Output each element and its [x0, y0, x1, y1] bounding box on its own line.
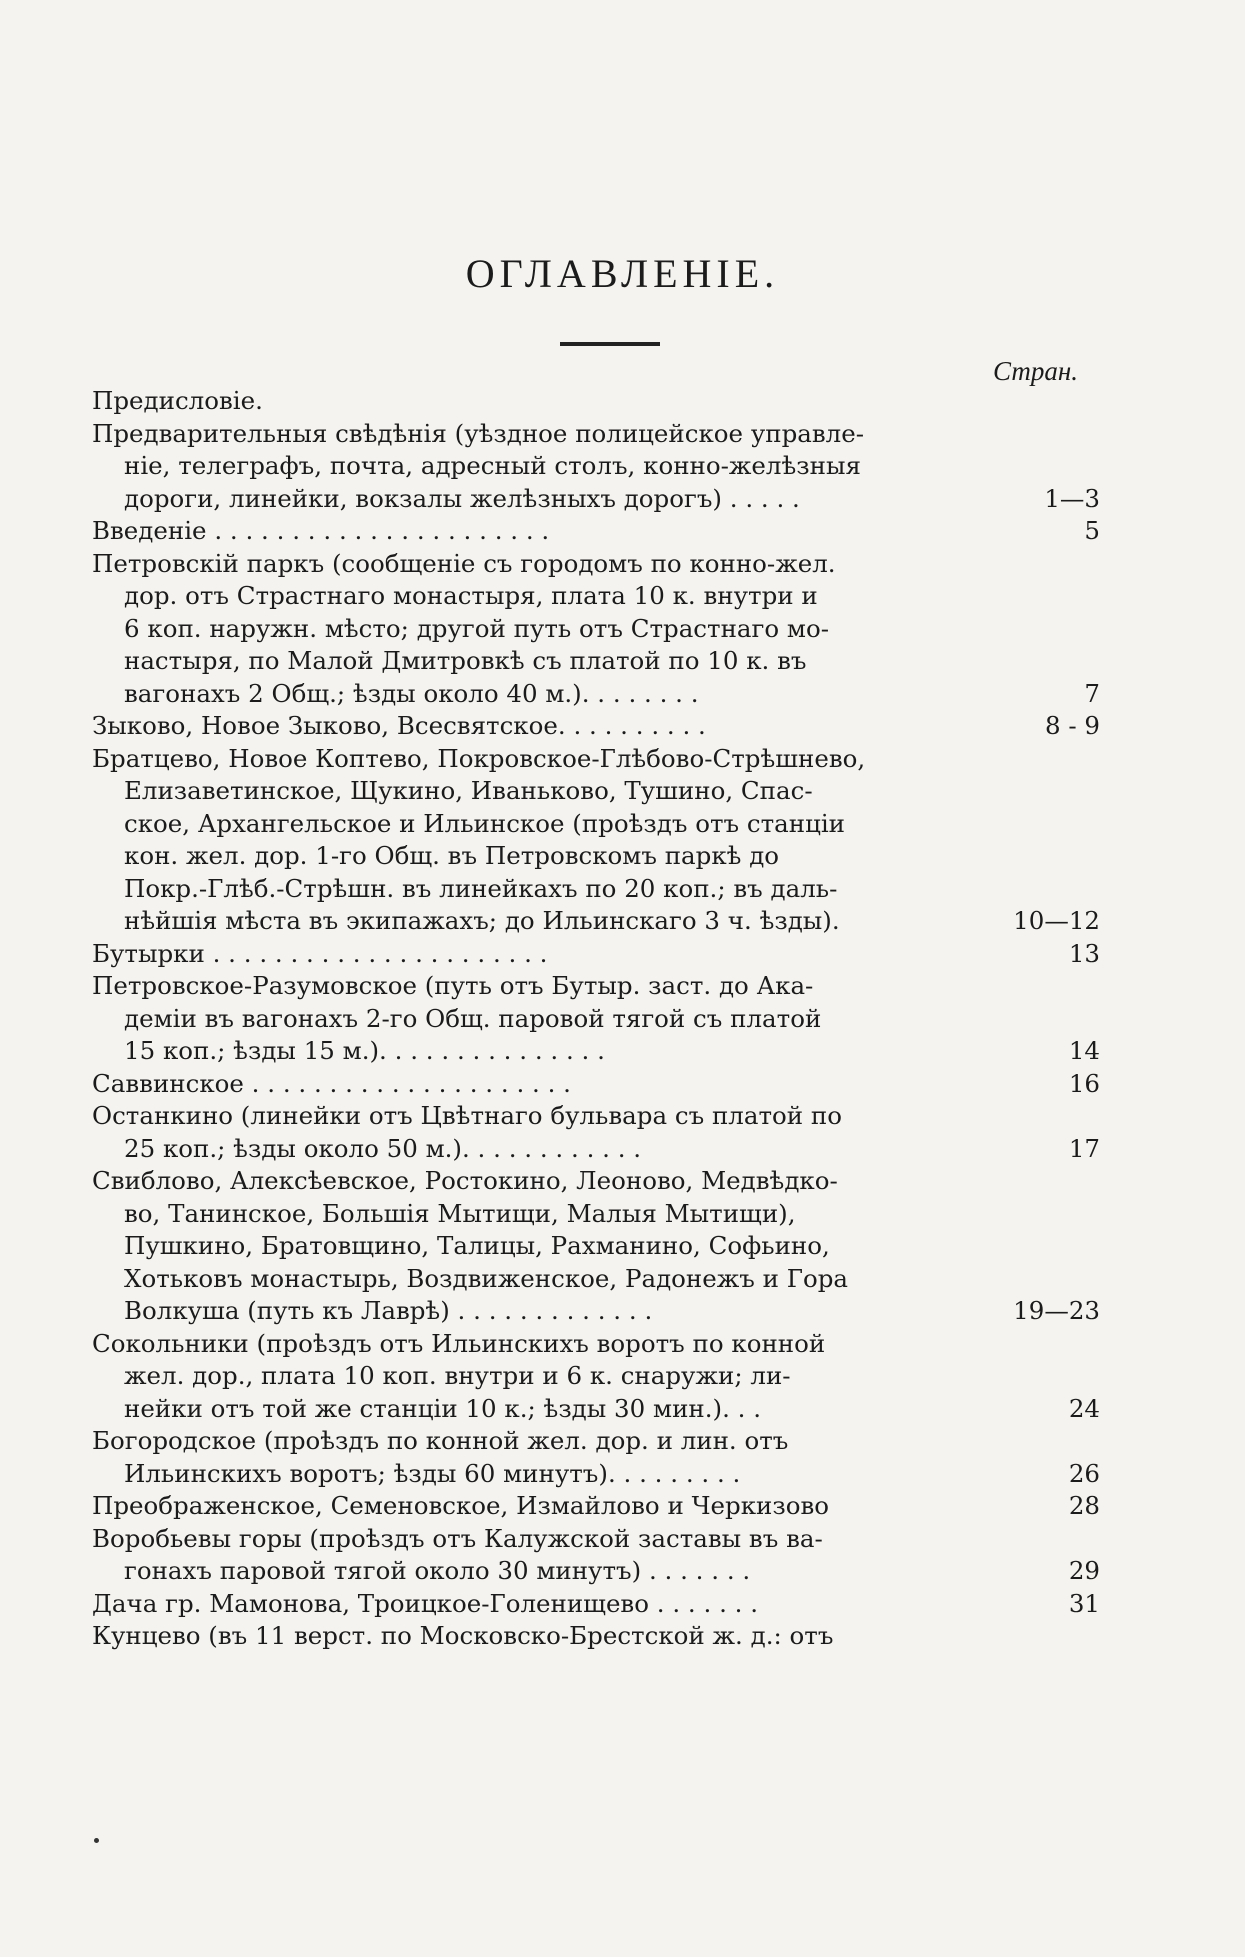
- toc-entry-line: Преображенское, Семеновское, Измайлово и Черкизово: [92, 1491, 829, 1520]
- toc-entry-line: 6 коп. наружн. мѣсто; другой путь отъ Страстнаго мо-: [124, 613, 829, 643]
- toc-entry-line: Саввинское . . . . . . . . . . . . . . . . . . . . .: [92, 1068, 571, 1098]
- toc-entry-line: Свиблово, Алексѣевское, Ростокино, Леоново, Медвѣдко-: [92, 1166, 838, 1195]
- toc-page-number: 16: [1068, 1068, 1100, 1098]
- toc-entry-line: Петровское-Разумовское (путь отъ Бутыр. заст. до Ака-: [92, 971, 814, 1000]
- toc-entry-line: Волкуша (путь къ Лаврѣ) . . . . . . . . . . . . .: [124, 1296, 653, 1325]
- toc-page-number: 24: [1068, 1393, 1100, 1423]
- toc-entry-line: Сокольники (проѣздъ отъ Ильинскихъ воротъ по конной: [92, 1328, 826, 1358]
- toc-entry-line: ское, Архангельское и Ильинское (проѣздъ отъ станціи: [124, 808, 846, 838]
- toc-entry-line: Пушкино, Братовщино, Талицы, Рахманино, Софьино,: [124, 1231, 830, 1260]
- toc-entry-line: Дача гр. Мамонова, Троицкое-Голенищево . . . . . . .: [92, 1588, 759, 1618]
- toc-entry-line: ніе, телеграфъ, почта, адресный столъ, конно-желѣзныя: [124, 451, 861, 480]
- toc-entry-line: дороги, линейки, вокзалы желѣзныхъ дорогъ) . . . . .: [124, 483, 800, 513]
- toc-entry-line: деміи въ вагонахъ 2-го Общ. паровой тягой съ платой: [124, 1003, 822, 1033]
- page-title: ОГЛАВЛЕНІЕ.: [465, 251, 780, 296]
- toc-entry-line: кон. жел. дор. 1-го Общ. въ Петровскомъ паркѣ до: [124, 841, 780, 870]
- toc-entry: [92, 1490, 1112, 1523]
- toc-entry: [92, 1588, 1112, 1621]
- toc-page-number: 7: [1084, 678, 1100, 708]
- toc-entry-line: Воробьевы горы (проѣздъ отъ Калужской заставы въ ва-: [92, 1523, 823, 1553]
- toc-entry-line: вагонахъ 2 Общ.; ѣзды около 40 м.). . . . . . . .: [124, 678, 699, 708]
- toc-page-number: 8 - 9: [1044, 711, 1100, 740]
- title-rule: [560, 342, 660, 346]
- toc-entry-line: Хотьковъ монастырь, Воздвиженское, Радонежъ и Гора: [124, 1263, 849, 1293]
- toc-entry-line: Предисловіе.: [92, 386, 263, 415]
- toc-entry-line: настыря, по Малой Дмитровкѣ съ платой по 10 к. въ: [124, 646, 807, 675]
- toc-entry-line: жел. дор., плата 10 коп. внутри и 6 к. снаружи; ли-: [124, 1361, 791, 1390]
- toc-entry-line: 25 коп.; ѣзды около 50 м.). . . . . . . . . . . .: [124, 1133, 642, 1163]
- toc-entry-line: Кунцево (въ 11 верст. по Московско-Брестской ж. д.: отъ: [92, 1621, 834, 1650]
- toc-entry-line: Ильинскихъ воротъ; ѣзды 60 минутъ). . . . . . . . .: [124, 1458, 741, 1488]
- page-column-header: Стран.: [993, 356, 1079, 386]
- toc-entry-line: Братцево, Новое Коптево, Покровское-Глѣбово-Стрѣшнево,: [92, 743, 866, 773]
- toc-entry-line: во, Танинское, Большія Мытищи, Малыя Мытищи),: [124, 1198, 796, 1228]
- toc-entry-line: Предварительныя свѣдѣнія (уѣздное полицейское управле-: [92, 418, 864, 448]
- toc-entry: [92, 1100, 1112, 1165]
- toc-entry: [92, 970, 1112, 1068]
- toc-page-number: 31: [1068, 1588, 1100, 1618]
- toc-entry-line: Богородское (проѣздъ по конной жел. дор. и лин. отъ: [92, 1426, 789, 1455]
- toc-page-number: 26: [1068, 1458, 1100, 1488]
- toc-entry: [92, 1165, 1112, 1328]
- toc-entry-line: Зыково, Новое Зыково, Всесвятское. . . . . . . . . .: [92, 711, 706, 740]
- toc-entry: [92, 1068, 1112, 1101]
- toc-entry-line: Покр.-Глѣб.-Стрѣшн. въ линейкахъ по 20 коп.; въ даль-: [124, 873, 838, 903]
- toc-page-number: 29: [1068, 1556, 1100, 1585]
- toc-page-number: 5: [1084, 516, 1100, 545]
- toc-entry: [92, 1328, 1112, 1426]
- toc-entry: [92, 515, 1112, 548]
- toc-page-number: 14: [1068, 1036, 1100, 1065]
- toc-page-number: 1—3: [1044, 483, 1100, 513]
- toc-entry: [92, 710, 1112, 743]
- toc-page-number: 13: [1068, 938, 1100, 968]
- toc-entry-line: нѣйшія мѣста въ экипажахъ; до Ильинскаго 3 ч. ѣзды).: [124, 906, 840, 935]
- toc-entry-line: 15 коп.; ѣзды 15 м.). . . . . . . . . . . . . . .: [124, 1036, 605, 1065]
- toc-entry-line: Петровскій паркъ (сообщеніе съ городомъ по конно-жел.: [92, 548, 836, 578]
- toc-entry: [92, 1425, 1112, 1490]
- toc-entry: [92, 418, 1112, 516]
- toc-entry-line: дор. отъ Страстнаго монастыря, плата 10 к. внутри и: [124, 581, 818, 610]
- ink-speck: [94, 1838, 99, 1843]
- toc-page-number: 10—12: [1013, 906, 1100, 935]
- toc-entry-line: Введеніе . . . . . . . . . . . . . . . . . . . . . .: [92, 516, 550, 545]
- toc-page-number: 17: [1068, 1133, 1100, 1163]
- toc-page-number: 28: [1068, 1491, 1100, 1520]
- toc-entry-line: нейки отъ той же станціи 10 к.; ѣзды 30 мин.). . .: [124, 1393, 762, 1423]
- toc-entry: [92, 548, 1112, 711]
- toc-entry: [92, 938, 1112, 971]
- toc-entry: [92, 1620, 1112, 1653]
- toc-entry-line: Останкино (линейки отъ Цвѣтнаго бульвара съ платой по: [92, 1101, 842, 1130]
- toc-entry: [92, 1523, 1112, 1588]
- toc-page-number: 19—23: [1013, 1296, 1100, 1325]
- toc-entry-line: Елизаветинское, Щукино, Иваньково, Тушино, Спас-: [124, 776, 813, 805]
- table-of-contents: [92, 385, 1112, 1653]
- toc-entry: [92, 743, 1112, 938]
- toc-entry: [92, 385, 1112, 418]
- toc-entry-line: гонахъ паровой тягой около 30 минутъ) . . . . . . .: [124, 1556, 751, 1585]
- toc-entry-line: Бутырки . . . . . . . . . . . . . . . . . . . . . .: [92, 938, 548, 968]
